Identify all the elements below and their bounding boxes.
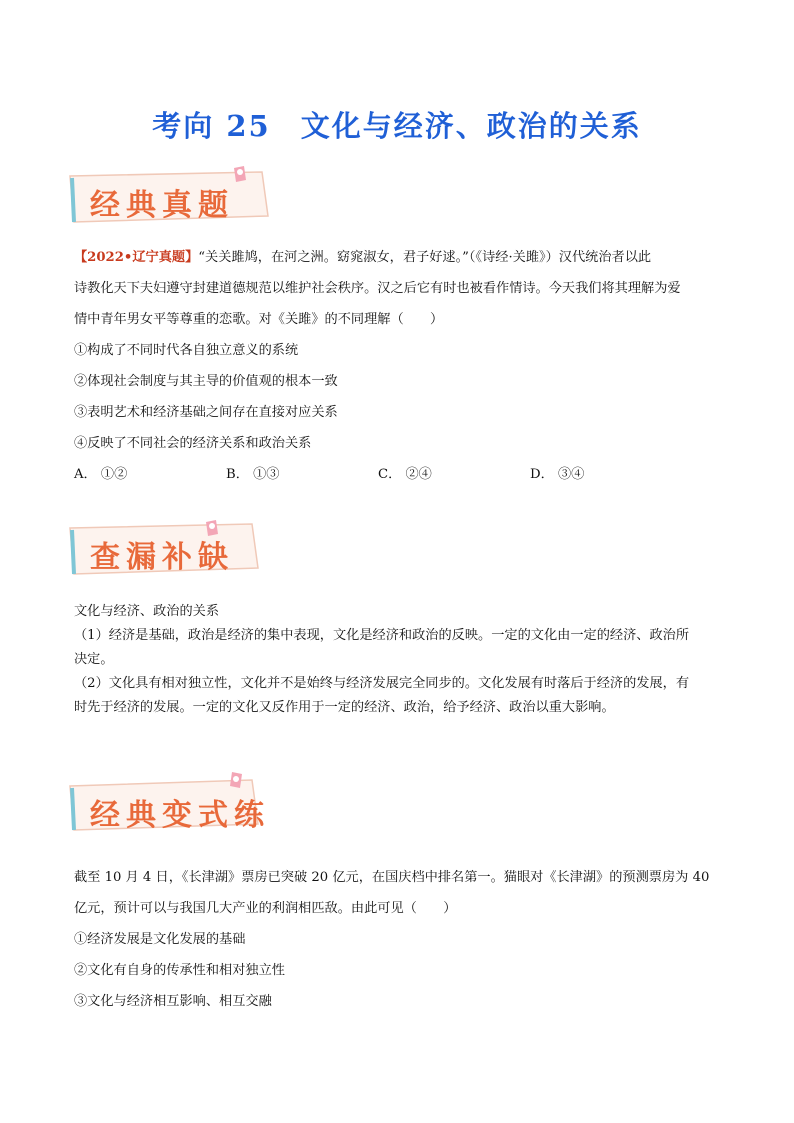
q2-item-1: ①经济发展是文化发展的基础 — [74, 932, 246, 947]
q2-item-2: ②文化有自身的传承性和相对独立性 — [74, 963, 285, 978]
q1-stem-line1: “关关雎鸠，在河之洲。窈窕淑女，君子好逑。”（《诗经·关雎》）汉代统治者以此 — [198, 250, 652, 265]
section-banner-variant-practice — [64, 772, 270, 833]
summary-heading: 文化与经济、政治的关系 — [74, 604, 220, 619]
summary-p1-line1: （1）经济是基础，政治是经济的集中表现，文化是经济和政治的反映。一定的文化由一定的经济、政治所 — [74, 628, 690, 643]
section-banner-classic-questions — [64, 166, 274, 226]
option-a[interactable]: A． ①② — [74, 467, 128, 482]
summary-p2-line1: （2）文化具有相对独立性，文化并不是始终与经济发展完全同步的。文化发展有时落后于经济的发展，有 — [74, 676, 690, 691]
q1-item-4: ④反映了不同社会的经济关系和政治关系 — [74, 436, 312, 451]
title-prefix: 考向 25 — [152, 109, 271, 143]
question-2 — [74, 862, 724, 1017]
page-title — [0, 104, 794, 145]
q1-options — [74, 459, 724, 490]
q1-stem-line3: 情中青年男女平等尊重的恋歌。对《关雎》的不同理解（ ） — [74, 312, 444, 327]
q1-item-3: ③表明艺术和经济基础之间存在直接对应关系 — [74, 405, 338, 420]
option-b[interactable]: B． ①③ — [226, 467, 280, 482]
banner-text: 经典真题 — [90, 188, 234, 223]
q1-item-2: ②体现社会制度与其主导的价值观的根本一致 — [74, 374, 338, 389]
q2-item-3: ③文化与经济相互影响、相互交融 — [74, 994, 272, 1009]
summary-block — [74, 600, 724, 720]
q1-stem-line2: 诗教化天下夫妇遵守封建道德规范以维护社会秩序。汉之后它有时也被看作情诗。今天我们将其理解为爱 — [74, 281, 681, 296]
section-banner-fill-gaps — [64, 518, 264, 578]
q2-stem-line1: 截至 10 月 4 日，《长津湖》票房已突破 20 亿元，在国庆档中排名第一。猫眼对《长津湖》的预测票房为 40 — [74, 870, 710, 885]
q1-item-1: ①构成了不同时代各自独立意义的系统 — [74, 343, 299, 358]
summary-p1-line2: 决定。 — [74, 652, 114, 667]
question-source-tag: 【2022•辽宁真题】 — [74, 250, 199, 265]
banner-text: 经典变式练 — [90, 798, 270, 833]
option-d[interactable]: D． ③④ — [530, 467, 585, 482]
question-1 — [74, 242, 724, 490]
banner-text: 查漏补缺 — [90, 540, 234, 575]
summary-p2-line2: 时先于经济的发展。一定的文化又反作用于一定的经济、政治，给予经济、政治以重大影响。 — [74, 700, 615, 715]
q2-stem-line2: 亿元，预计可以与我国几大产业的利润相匹敌。由此可见（ ） — [74, 901, 457, 916]
title-text: 文化与经济、政治的关系 — [300, 109, 642, 143]
option-c[interactable]: C． ②④ — [378, 467, 432, 482]
